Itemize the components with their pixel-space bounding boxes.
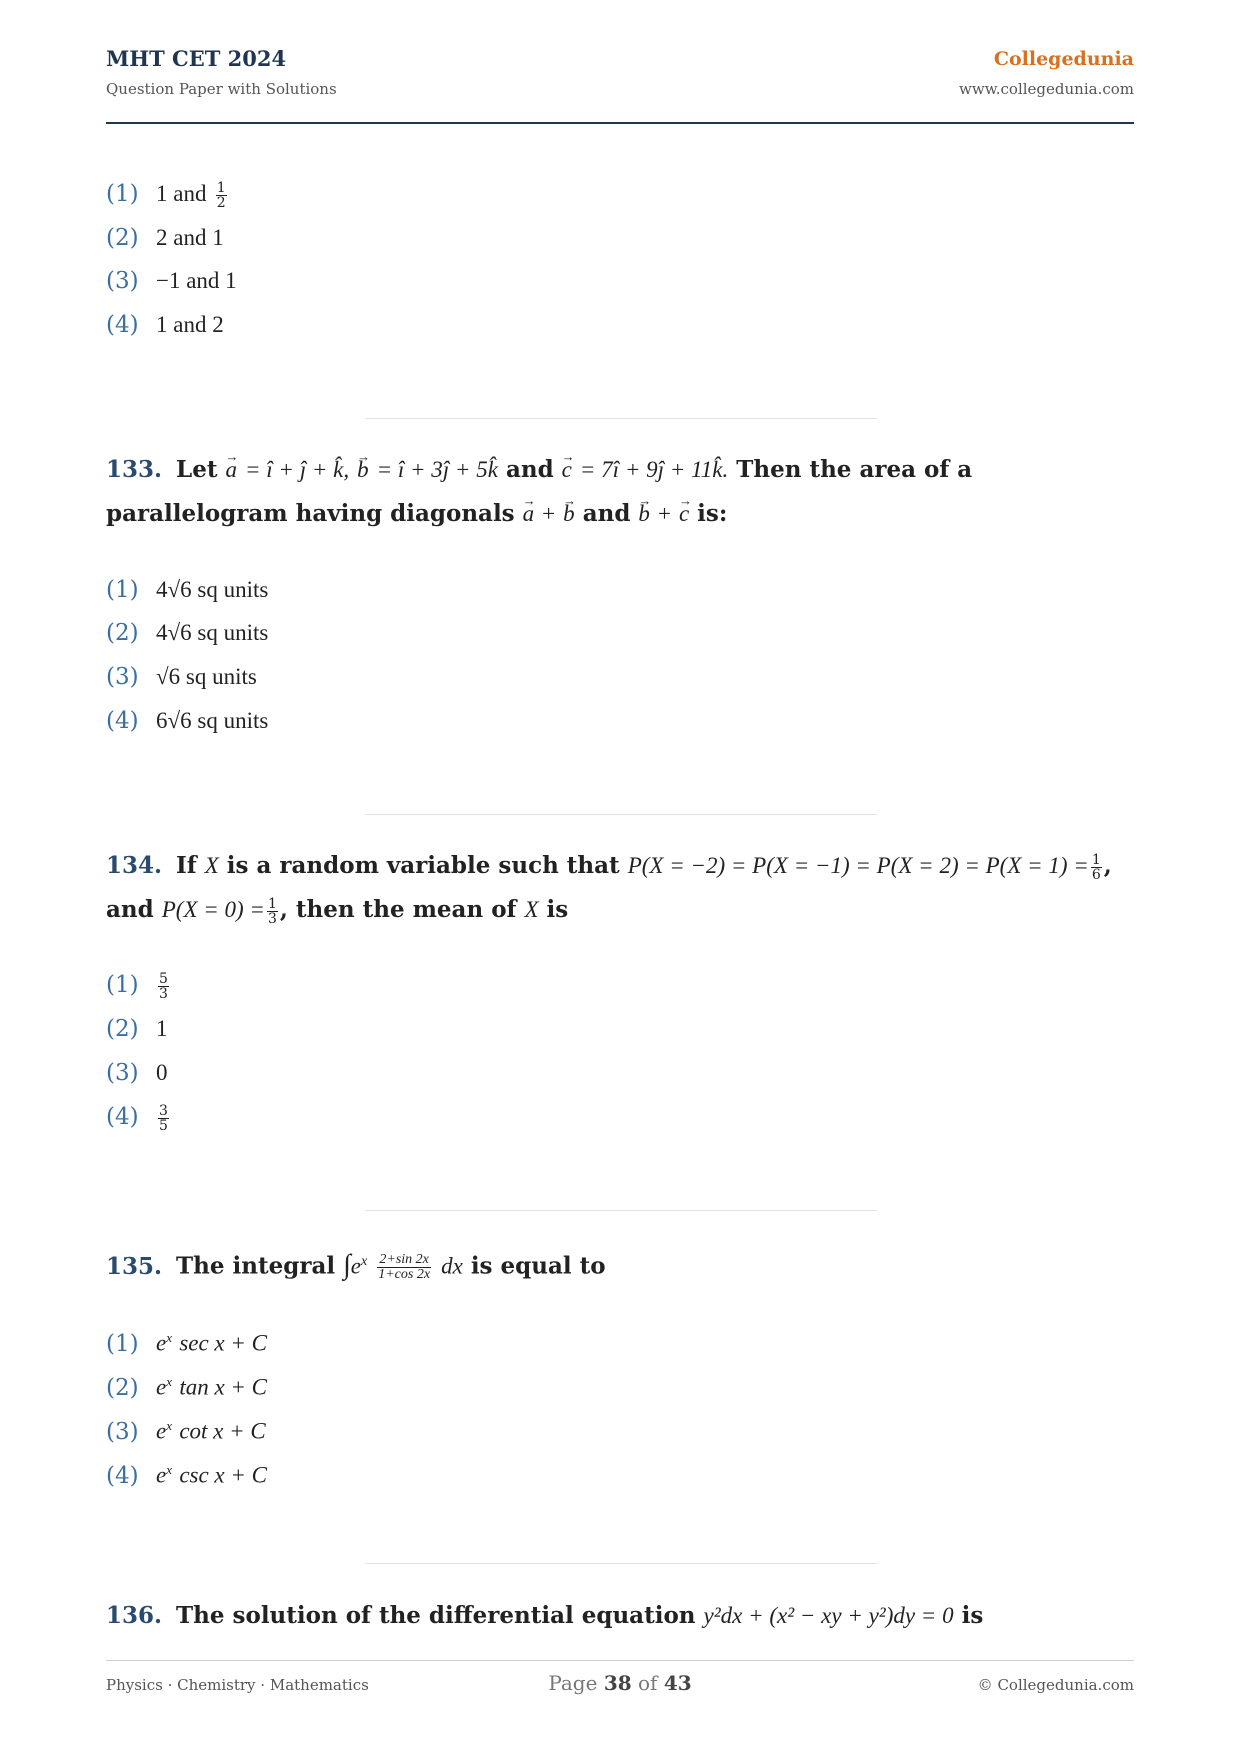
option-number: (3) (106, 664, 139, 690)
option-number: (1) (106, 577, 139, 603)
option-number: (3) (106, 268, 139, 294)
brand-name[interactable]: Collegedunia (993, 48, 1134, 70)
option-number: (2) (106, 620, 139, 646)
question-separator (365, 1563, 877, 1564)
question-separator (365, 418, 877, 419)
fraction: $\frac{2+\sin 2x}{1+\cos 2x}$ (378, 1252, 431, 1283)
prev-option-4: (4) 1 and 2 (106, 307, 224, 343)
option-number: (3) (106, 1060, 139, 1086)
q134-option-2: (2) 1 (106, 1011, 168, 1047)
exam-title: MHT CET 2024 (106, 46, 287, 71)
page-total: 43 (663, 1671, 692, 1695)
prev-option-2: (2) 2 and 1 (106, 220, 224, 256)
prev-option-1: (1) 1 and $\frac{1}{2}$ (106, 176, 229, 212)
option-number: (4) (106, 1104, 139, 1130)
vector-c: → c (562, 448, 572, 492)
footer-subjects: Physics · Chemistry · Mathematics (106, 1676, 369, 1694)
q135-option-1: (1) $e^x$ sec x + C (106, 1320, 267, 1356)
question-135: 135. The integral $\int e^x$ $\frac{2+\sin 2x}{1+\cos 2x}$ dx is equal to (106, 1249, 606, 1283)
fraction: $\frac{3}{5}$ (159, 1102, 168, 1134)
exam-subtitle: Question Paper with Solutions (106, 80, 337, 98)
option-number: (1) (106, 972, 139, 998)
question-133: 133. Let → a = î + ĵ + k̂, → b = î + 3ĵ + 5k̂ and → c = 7î + 9ĵ + 11k̂. Then the area of a parallelogram having diagonals → a + → b and → b + → c is: (106, 448, 1146, 536)
q134-option-3: (3) 0 (106, 1055, 168, 1091)
q133-option-2: (2) 4√6 sq units (106, 615, 268, 651)
fraction: $\frac{5}{3}$ (159, 970, 168, 1002)
fraction: $\frac{1}{2}$ (216, 179, 226, 211)
question-separator (365, 814, 877, 815)
option-number: (4) (106, 1462, 139, 1489)
option-number: (2) (106, 225, 139, 251)
differential-equation: y²dx + (x² − xy + y²)dy = 0 (703, 1603, 954, 1628)
fraction: $\frac{1}{3}$ (267, 895, 277, 927)
question-number: 135. (106, 1252, 163, 1280)
footer-copyright: © Collegedunia.com (977, 1676, 1134, 1694)
q134-option-1 (106, 967, 171, 1003)
option-number: (1) (106, 181, 139, 207)
question-number: 133. (106, 456, 163, 483)
fraction: $\frac{1}{6}$ (1091, 851, 1101, 883)
q133-option-3: (3) √6 sq units (106, 659, 257, 695)
q133-option-4: (4) 6√6 sq units (106, 703, 268, 739)
option-number: (4) (106, 708, 139, 734)
question-134: 134. If X is a random variable such that P(X = −2) = P(X = −1) = P(X = 2) = P(X = 1) = $\frac{1}{6}$ , and P(X = 0) = $\frac{1}{3}$ , then the mean of X is (106, 851, 1112, 927)
option-number: (2) (106, 1374, 139, 1401)
q135-option-4: (4) $e^x$ csc x + C (106, 1452, 267, 1488)
vector-b: → b (357, 448, 369, 492)
option-number: (1) (106, 1330, 139, 1357)
header-divider (106, 122, 1134, 124)
footer-divider (106, 1660, 1134, 1661)
question-number: 136. (106, 1602, 163, 1629)
prev-option-3: (3) −1 and 1 (106, 263, 237, 299)
q133-option-1: (1) 4√6 sq units (106, 572, 268, 608)
brand-url[interactable]: www.collegedunia.com (959, 80, 1134, 98)
page-current: 38 (603, 1671, 632, 1695)
question-number: 134. (106, 852, 163, 879)
question-136: 136. The solution of the differential equation y²dx + (x² − xy + y²)dy = 0 is (106, 1602, 984, 1629)
option-number: (3) (106, 1418, 139, 1445)
option-number: (4) (106, 312, 139, 338)
q135-option-3: (3) $e^x$ cot x + C (106, 1408, 266, 1444)
integral-sign: ∫ (343, 1249, 351, 1281)
q134-option-4 (106, 1099, 171, 1135)
page-indicator: Page 38 of 43 (548, 1671, 692, 1695)
question-separator (365, 1210, 877, 1211)
vector-a: → a (226, 448, 238, 492)
q135-option-2: (2) $e^x$ tan x + C (106, 1364, 267, 1400)
option-number: (2) (106, 1016, 139, 1042)
